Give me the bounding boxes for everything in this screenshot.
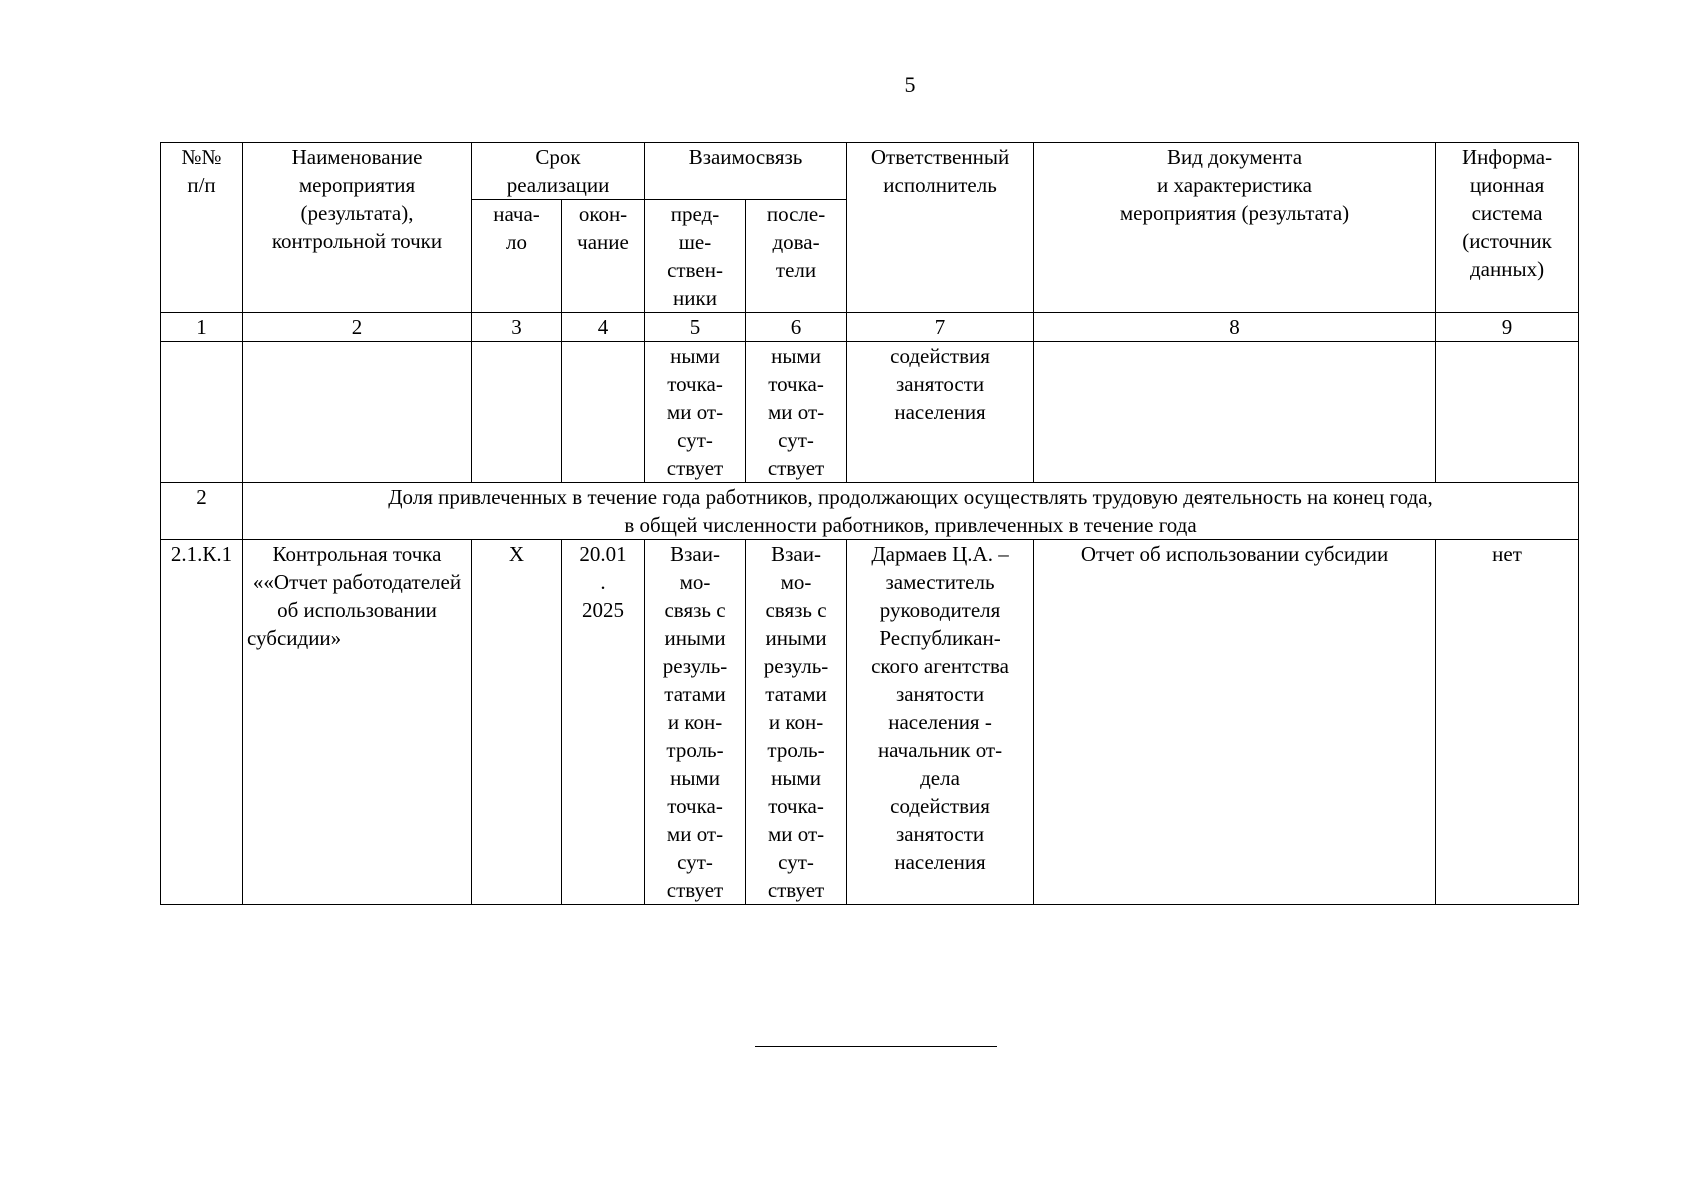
column-number: 4 <box>562 313 645 342</box>
section-row <box>161 483 1579 540</box>
item-predecessors: Взаи- мо- связь с иными резуль- татами и кон- троль- ными точка- ми от- сут- ствует <box>645 540 746 905</box>
header-relation-next: после- дова- тели <box>746 200 847 313</box>
column-number: 2 <box>243 313 472 342</box>
header-system: Информа- ционная система (источник данных) <box>1436 143 1579 313</box>
continuation-row <box>161 342 1579 483</box>
header-relation-prev: пред- ше- ствен- ники <box>645 200 746 313</box>
column-number: 6 <box>746 313 847 342</box>
page-number: 5 <box>904 72 916 97</box>
item-name: Контрольная точка ««Отчет работодателей об использовании субсидии» <box>243 540 472 905</box>
item-start: Х <box>472 540 562 905</box>
cell-responsible: содействия занятости населения <box>847 342 1034 483</box>
footnote-divider <box>755 1046 997 1047</box>
item-doc: Отчет об использовании субсидии <box>1034 540 1436 905</box>
column-number: 1 <box>161 313 243 342</box>
cell-start <box>472 342 562 483</box>
header-period: Срок реализации <box>472 143 645 200</box>
item-responsible: Дармаев Ц.А. – заместитель руководителя Республикан- ского агентства занятости населения - начальник от- дела содействия занятости населения <box>847 540 1034 905</box>
header-period-start: нача- ло <box>472 200 562 313</box>
header-responsible: Ответственный исполнитель <box>847 143 1034 313</box>
column-number: 7 <box>847 313 1034 342</box>
header-name: Наименование мероприятия (результата), контрольной точки <box>243 143 472 313</box>
section-title: Доля привлеченных в течение года работников, продолжающих осуществлять трудовую деятельность на конец года, в общей численности работников, привлеченных в течение года <box>243 483 1579 540</box>
cell-num <box>161 342 243 483</box>
item-system: нет <box>1436 540 1579 905</box>
cell-end <box>562 342 645 483</box>
column-number: 5 <box>645 313 746 342</box>
item-num: 2.1.К.1 <box>161 540 243 905</box>
cell-predecessors: ными точка- ми от- сут- ствует <box>645 342 746 483</box>
cell-system <box>1436 342 1579 483</box>
header-doc: Вид документа и характеристика мероприятия (результата) <box>1034 143 1436 313</box>
cell-doc <box>1034 342 1436 483</box>
column-number-row <box>161 313 1579 342</box>
column-number: 3 <box>472 313 562 342</box>
item-row <box>161 540 1579 905</box>
item-end: 20.01 . 2025 <box>562 540 645 905</box>
cell-successors: ными точка- ми от- сут- ствует <box>746 342 847 483</box>
column-number: 8 <box>1034 313 1436 342</box>
header-relation: Взаимосвязь <box>645 143 847 200</box>
plan-table <box>160 142 1579 905</box>
section-num: 2 <box>161 483 243 540</box>
header-num: №№ п/п <box>161 143 243 313</box>
cell-name <box>243 342 472 483</box>
item-successors: Взаи- мо- связь с иными резуль- татами и кон- троль- ными точка- ми от- сут- ствует <box>746 540 847 905</box>
header-period-end: окон- чание <box>562 200 645 313</box>
column-number: 9 <box>1436 313 1579 342</box>
